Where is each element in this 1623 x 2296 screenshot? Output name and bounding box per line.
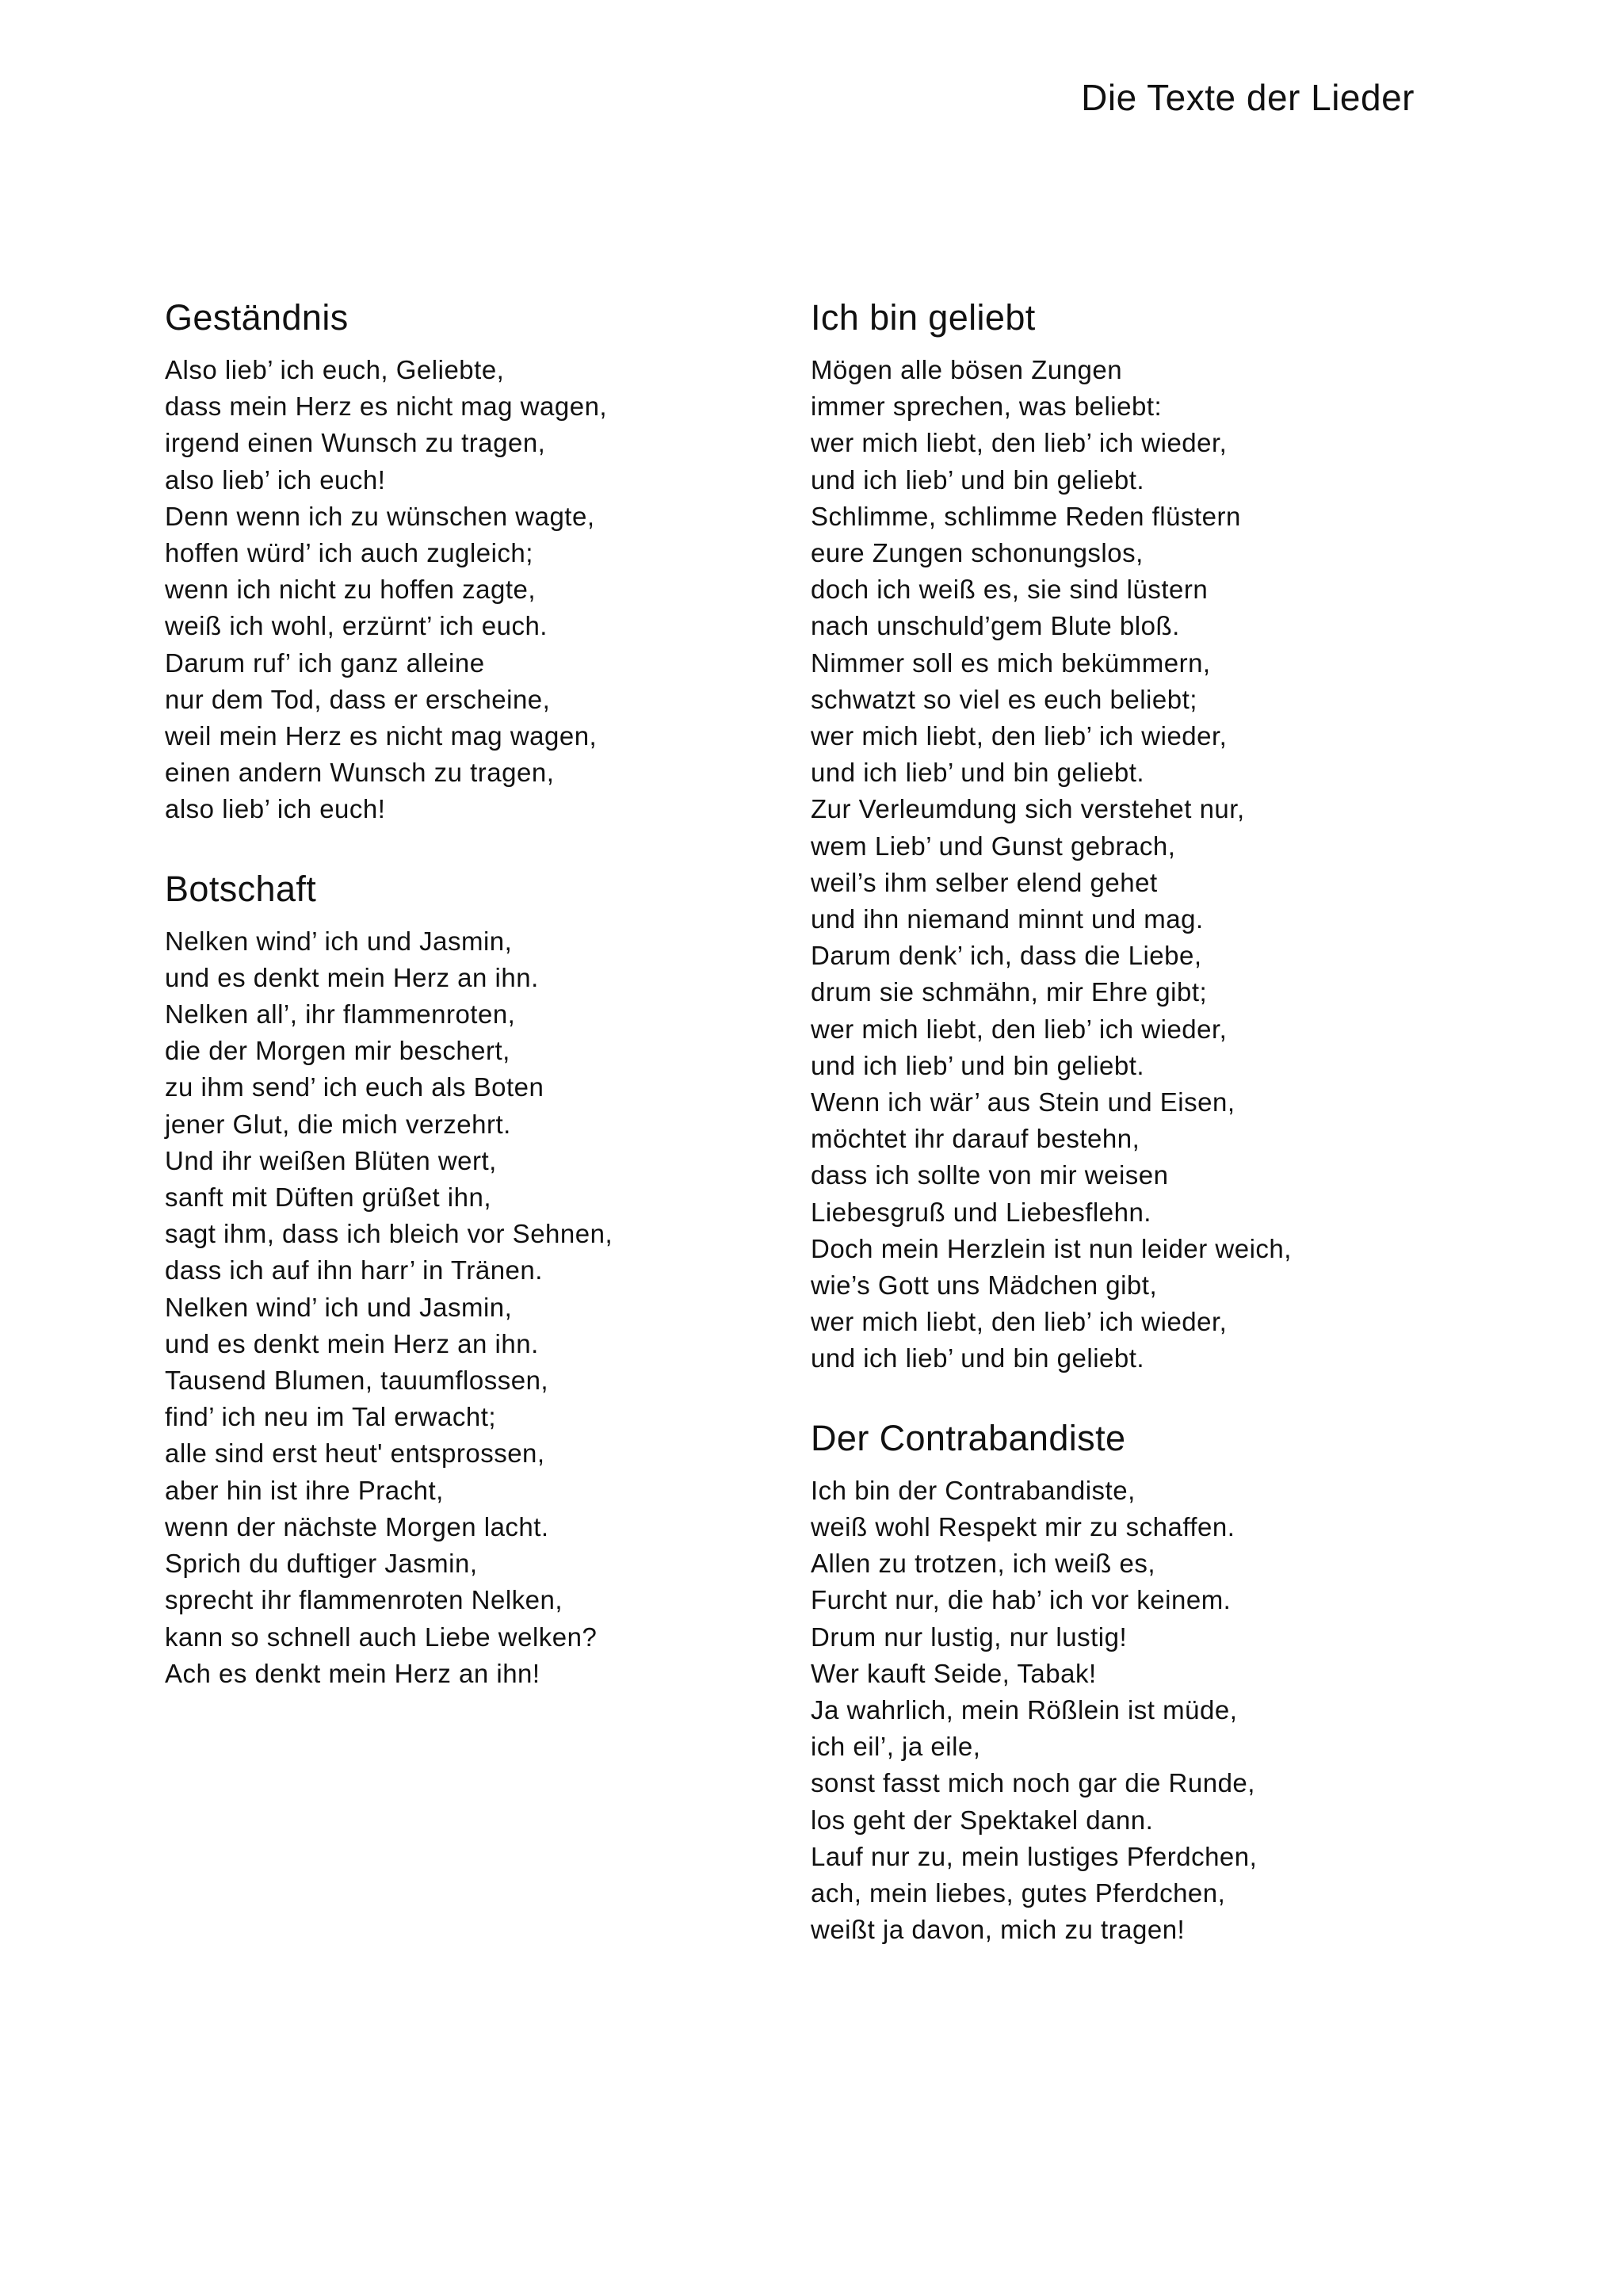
verse-line: alle sind erst heut' entsprossen,: [165, 1438, 545, 1469]
verse-line: nur dem Tod, dass er erscheine,: [165, 684, 551, 714]
poem-lines: [811, 1473, 1445, 1949]
verse-line: die der Morgen mir beschert,: [165, 1036, 510, 1066]
verse-line: Doch mein Herzlein ist nun leider weich,: [811, 1233, 1292, 1263]
verse-line: Tausend Blumen, tauumflossen,: [165, 1366, 549, 1396]
verse-line: dass ich sollte von mir weisen: [811, 1160, 1169, 1190]
verse-line: sanft mit Düften grüßet ihn,: [165, 1182, 492, 1213]
verse-line: möchtet ihr darauf bestehn,: [811, 1124, 1140, 1154]
verse-line: jener Glut, die mich verzehrt.: [165, 1109, 511, 1139]
verse-line: wer mich liebt, den lieb’ ich wieder,: [811, 1307, 1228, 1337]
verse-line: find’ ich neu im Tal erwacht;: [165, 1402, 497, 1432]
verse-line: Wenn ich wär’ aus Stein und Eisen,: [811, 1087, 1235, 1117]
verse-line: wer mich liebt, den lieb’ ich wieder,: [811, 1014, 1228, 1044]
verse-line: weiß wohl Respekt mir zu schaffen.: [811, 1511, 1235, 1541]
left-column: [165, 295, 799, 1692]
verse-line: wenn ich nicht zu hoffen zagte,: [165, 575, 537, 605]
running-title: Die Texte der Lieder: [1081, 77, 1415, 118]
verse-line: eure Zungen schonungslos,: [811, 538, 1144, 568]
verse-line: Nelken wind’ ich und Jasmin,: [165, 1292, 513, 1322]
verse-line: und es denkt mein Herz an ihn.: [165, 962, 539, 992]
verse-line: los geht der Spektakel dann.: [811, 1805, 1154, 1835]
poem-title: Ich bin geliebt: [811, 297, 1036, 338]
verse-line: Ich bin der Contrabandiste,: [811, 1475, 1136, 1505]
verse-line: sprecht ihr flammenroten Nelken,: [165, 1585, 563, 1615]
verse-line: und es denkt mein Herz an ihn.: [165, 1328, 539, 1358]
verse-line: zu ihm send’ ich euch als Boten: [165, 1072, 544, 1102]
verse-line: Und ihr weißen Blüten wert,: [165, 1145, 497, 1175]
verse-line: wem Lieb’ und Gunst gebrach,: [811, 831, 1176, 861]
verse-line: wer mich liebt, den lieb’ ich wieder,: [811, 721, 1228, 751]
verse-line: Allen zu trotzen, ich weiß es,: [811, 1549, 1156, 1579]
verse-line: nach unschuld’gem Blute bloß.: [811, 611, 1180, 641]
verse-line: Wer kauft Seide, Tabak!: [811, 1658, 1097, 1688]
verse-line: wenn der nächste Morgen lacht.: [165, 1511, 549, 1541]
poem-der-contrabandiste: [811, 1415, 1445, 1949]
verse-line: doch ich weiß es, sie sind lüstern: [811, 575, 1209, 605]
verse-line: Ach es denkt mein Herz an ihn!: [165, 1658, 540, 1688]
right-column: [811, 295, 1445, 1948]
poem-title: Der Contrabandiste: [811, 1417, 1126, 1458]
verse-line: Lauf nur zu, mein lustiges Pferdchen,: [811, 1841, 1258, 1871]
verse-line: kann so schnell auch Liebe welken?: [165, 1622, 598, 1652]
verse-line: Denn wenn ich zu wünschen wagte,: [165, 501, 595, 531]
verse-line: dass mein Herz es nicht mag wagen,: [165, 392, 608, 422]
verse-line: ach, mein liebes, gutes Pferdchen,: [811, 1878, 1226, 1908]
verse-line: wer mich liebt, den lieb’ ich wieder,: [811, 428, 1228, 458]
verse-line: und ihn niemand minnt und mag.: [811, 904, 1204, 934]
verse-line: also lieb’ ich euch!: [165, 794, 386, 824]
verse-line: drum sie schmähn, mir Ehre gibt;: [811, 977, 1208, 1007]
verse-line: Drum nur lustig, nur lustig!: [811, 1622, 1128, 1652]
verse-line: irgend einen Wunsch zu tragen,: [165, 428, 546, 458]
verse-line: Also lieb’ ich euch, Geliebte,: [165, 355, 505, 384]
verse-line: einen andern Wunsch zu tragen,: [165, 758, 555, 788]
verse-line: Liebesgruß und Liebesflehn.: [811, 1197, 1151, 1227]
verse-line: Schlimme, schlimme Reden flüstern: [811, 501, 1241, 531]
verse-line: schwatzt so viel es euch beliebt;: [811, 684, 1197, 714]
verse-line: dass ich auf ihn harr’ in Tränen.: [165, 1255, 543, 1286]
verse-line: und ich lieb’ und bin geliebt.: [811, 1050, 1145, 1080]
poem-ich-bin-geliebt: [811, 295, 1445, 1377]
verse-line: und ich lieb’ und bin geliebt.: [811, 758, 1145, 788]
verse-line: weiß ich wohl, erzürnt’ ich euch.: [165, 611, 548, 641]
verse-line: immer sprechen, was beliebt:: [811, 392, 1163, 422]
poem-gestaendnis: [165, 295, 799, 828]
verse-line: Zur Verleumdung sich verstehet nur,: [811, 794, 1245, 824]
poem-lines: [165, 923, 799, 1692]
verse-line: Nelken wind’ ich und Jasmin,: [165, 926, 513, 956]
verse-line: Furcht nur, die hab’ ich vor keinem.: [811, 1585, 1232, 1615]
poem-title: Geständnis: [165, 297, 349, 338]
verse-line: sagt ihm, dass ich bleich vor Sehnen,: [165, 1219, 613, 1249]
poem-lines: [811, 352, 1445, 1377]
verse-line: weil’s ihm selber elend gehet: [811, 867, 1158, 897]
verse-line: Ja wahrlich, mein Rößlein ist müde,: [811, 1694, 1238, 1725]
verse-line: und ich lieb’ und bin geliebt.: [811, 1343, 1145, 1373]
verse-line: wie’s Gott uns Mädchen gibt,: [811, 1270, 1158, 1301]
poem-botschaft: [165, 866, 799, 1692]
verse-line: ich eil’, ja eile,: [811, 1732, 981, 1762]
verse-line: aber hin ist ihre Pracht,: [165, 1475, 444, 1505]
verse-line: Darum ruf’ ich ganz alleine: [165, 648, 485, 678]
verse-line: Nimmer soll es mich bekümmern,: [811, 648, 1211, 678]
poem-title: Botschaft: [165, 868, 317, 909]
verse-line: Nelken all’, ihr flammenroten,: [165, 999, 516, 1030]
verse-line: hoffen würd’ ich auch zugleich;: [165, 538, 533, 568]
verse-line: Darum denk’ ich, dass die Liebe,: [811, 941, 1202, 971]
verse-line: Mögen alle bösen Zungen: [811, 355, 1123, 384]
verse-line: also lieb’ ich euch!: [165, 464, 386, 495]
verse-line: Sprich du duftiger Jasmin,: [165, 1549, 478, 1579]
verse-line: sonst fasst mich noch gar die Runde,: [811, 1768, 1255, 1798]
verse-line: und ich lieb’ und bin geliebt.: [811, 464, 1145, 495]
verse-line: weißt ja davon, mich zu tragen!: [811, 1915, 1186, 1945]
verse-line: weil mein Herz es nicht mag wagen,: [165, 721, 598, 751]
poem-lines: [165, 352, 799, 828]
